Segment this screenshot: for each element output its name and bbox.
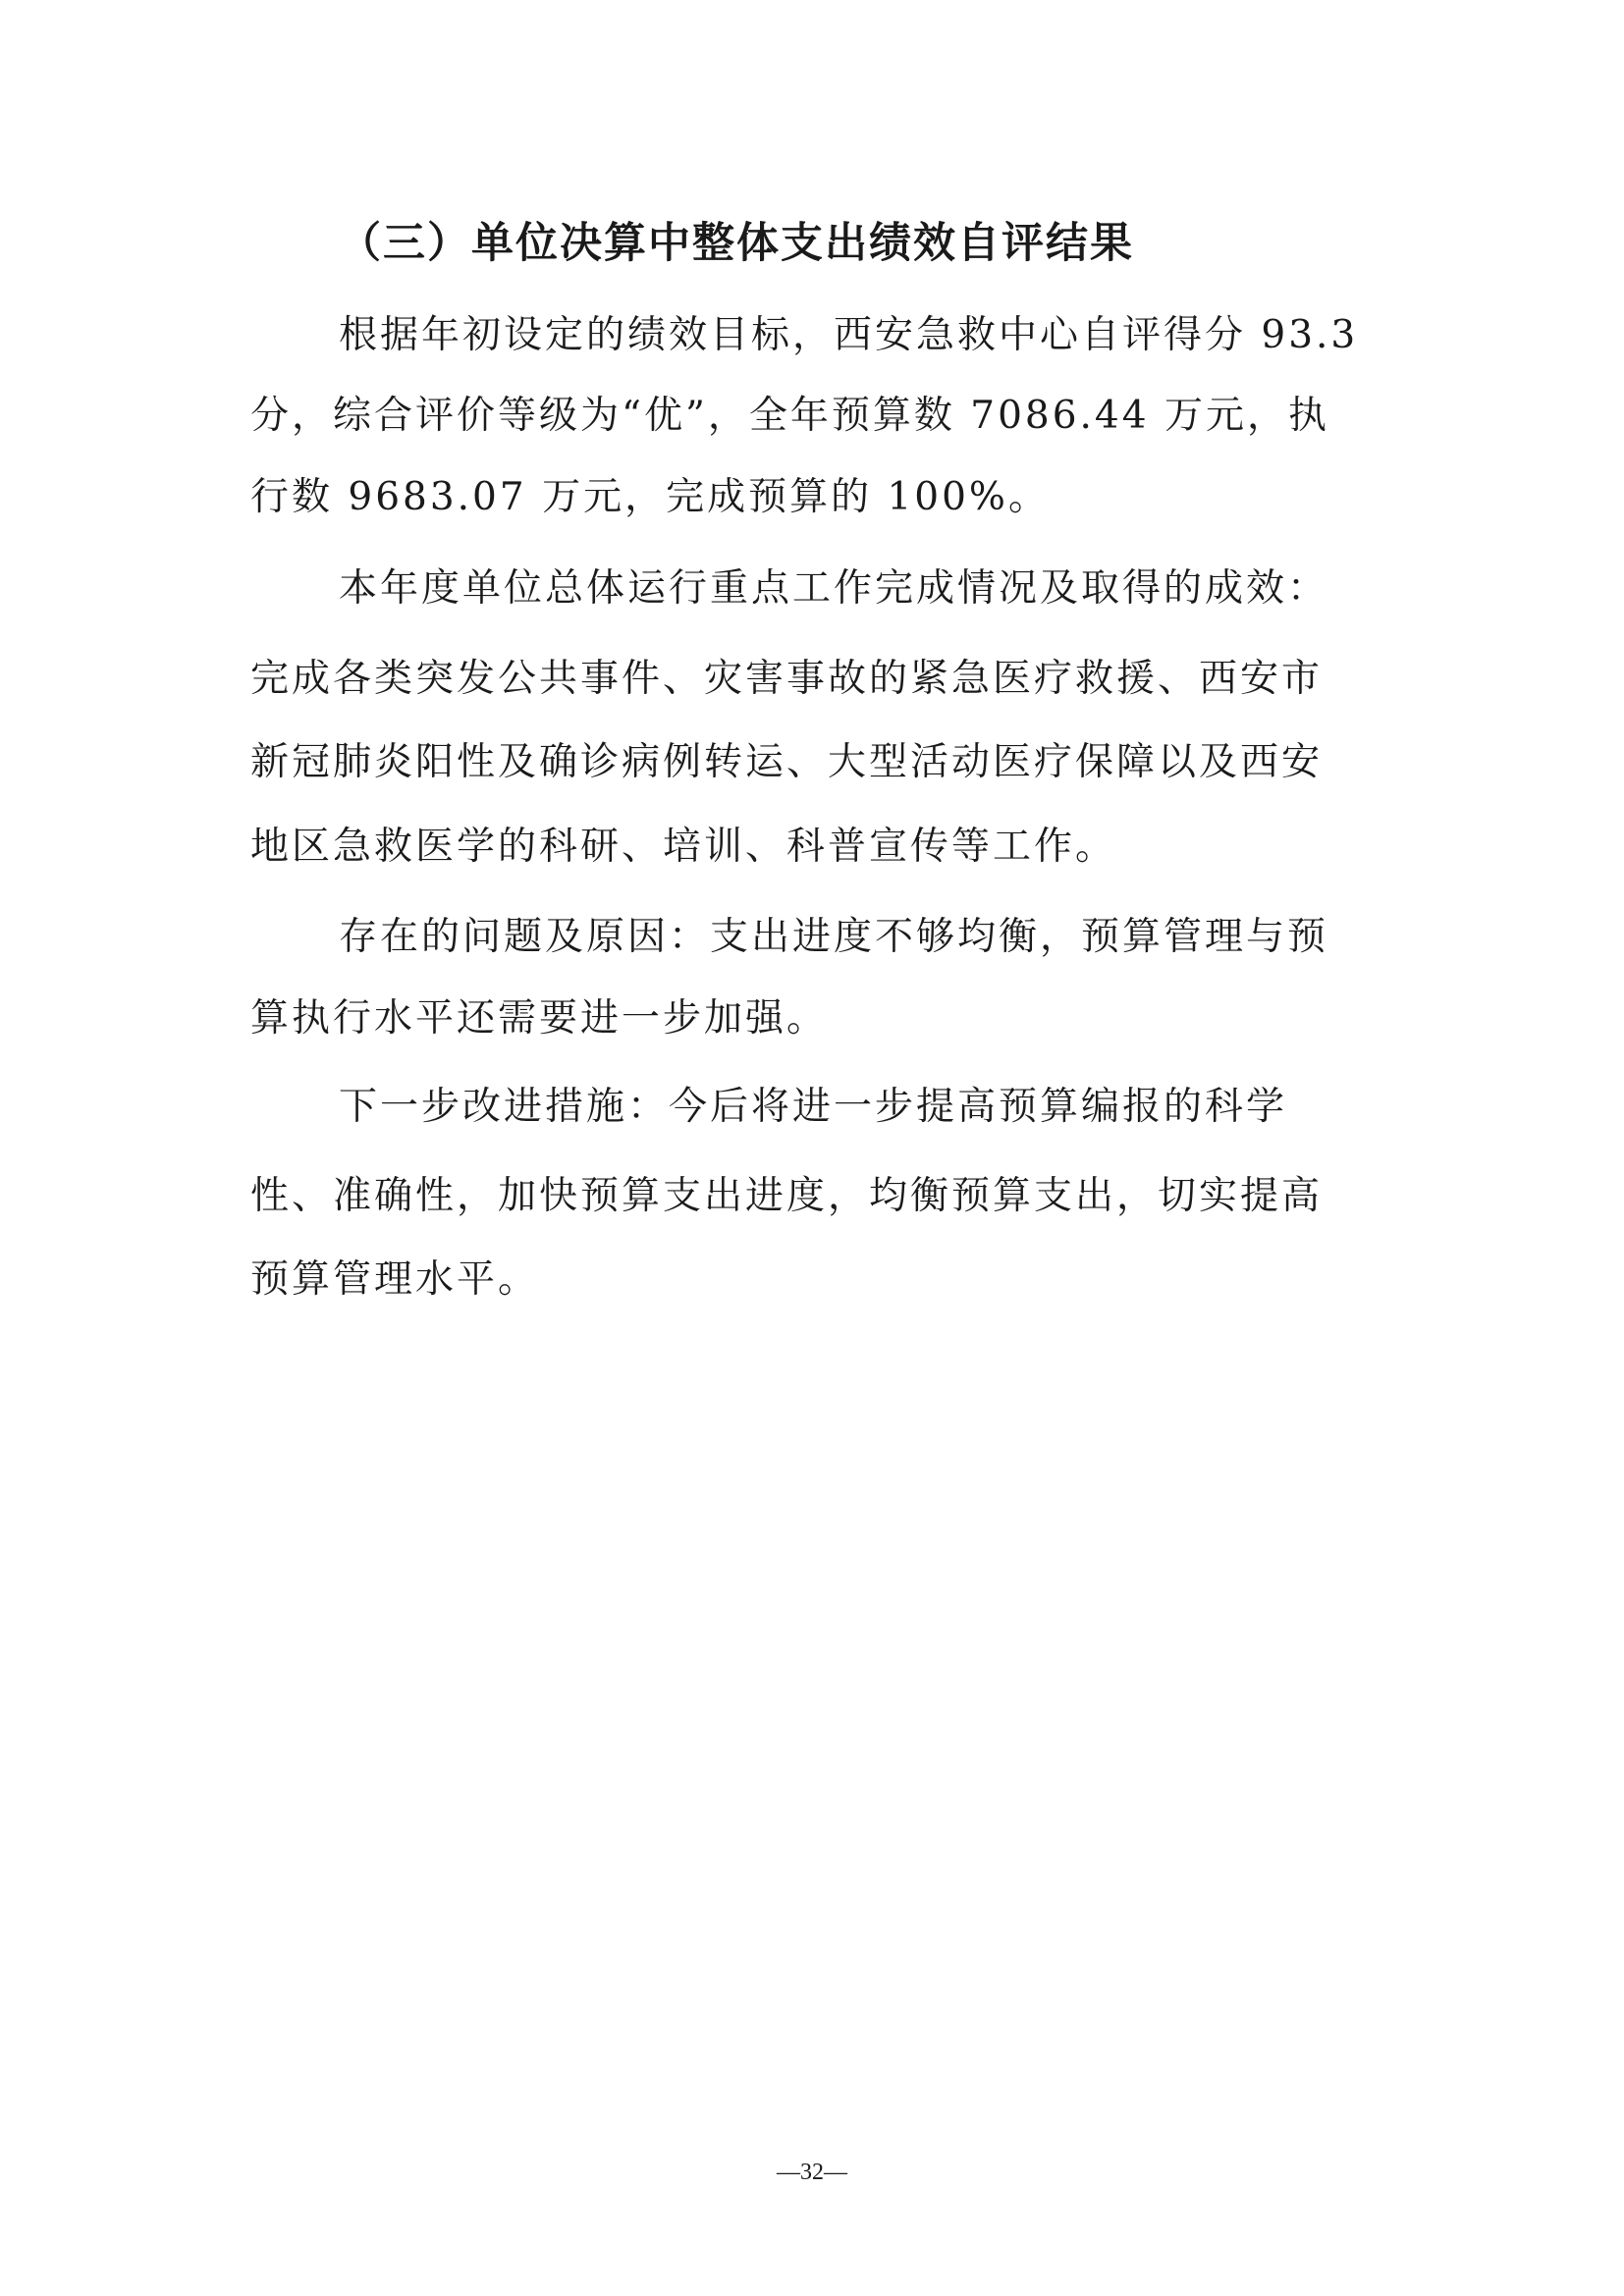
paragraph-2-line-4: 地区急救医学的科研、培训、科普宣传等工作。	[250, 825, 1117, 869]
paragraph-4-line-1: 下一步改进措施：今后将进一步提高预算编报的科学	[339, 1085, 1288, 1129]
paragraph-1-line-2: 分，综合评价等级为“优”，全年预算数 7086.44 万元，执	[250, 394, 1329, 438]
paragraph-2-line-1: 本年度单位总体运行重点工作完成情况及取得的成效：	[339, 566, 1329, 611]
paragraph-1-line-1: 根据年初设定的绩效目标，西安急救中心自评得分 93.3	[339, 313, 1359, 357]
paragraph-3-line-1: 存在的问题及原因：支出进度不够均衡，预算管理与预	[339, 915, 1329, 959]
page-number: —32—	[777, 2160, 847, 2185]
paragraph-4-line-2: 性、准确性，加快预算支出进度，均衡预算支出，切实提高	[250, 1174, 1324, 1218]
paragraph-4-line-3: 预算管理水平。	[250, 1257, 540, 1302]
paragraph-2-line-3: 新冠肺炎阳性及确诊病例转运、大型活动医疗保障以及西安	[250, 740, 1324, 784]
section-heading: （三）单位决算中整体支出绩效自评结果	[339, 219, 1134, 268]
paragraph-2-line-2: 完成各类突发公共事件、灾害事故的紧急医疗救援、西安市	[250, 657, 1324, 701]
paragraph-3-line-2: 算执行水平还需要进一步加强。	[250, 996, 829, 1041]
paragraph-1-line-3: 行数 9683.07 万元，完成预算的 100%。	[250, 475, 1050, 519]
